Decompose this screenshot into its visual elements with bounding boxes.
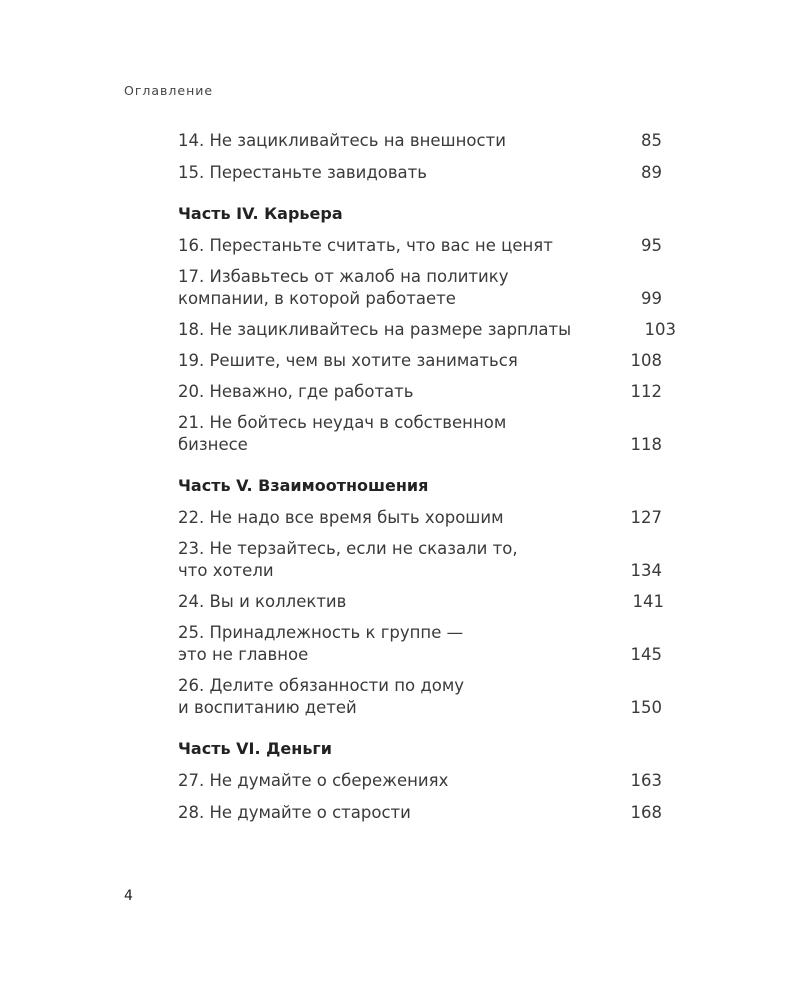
toc-entry <box>178 538 678 582</box>
toc-entry-title: 26. Делите обязанности по дому <box>178 676 465 695</box>
toc-entry-title: 19. Решите, чем вы хотите заниматься <box>178 351 518 370</box>
toc-part-heading: Часть V. Взаимоотношения <box>178 476 429 495</box>
toc-entry <box>178 591 678 613</box>
toc-entry-title: 23. Не терзайтесь, если не сказали то, <box>178 539 518 558</box>
toc-entry <box>178 381 678 403</box>
toc-entry-page: 103 <box>644 320 676 339</box>
toc-entry-title: 25. Принадлежность к группе — <box>178 623 464 642</box>
toc-entry <box>178 235 678 257</box>
toc-entry-title: 17. Избавьтесь от жалоб на политику <box>178 267 509 286</box>
toc-entry <box>178 319 678 341</box>
toc-entry-page: 163 <box>630 771 662 790</box>
toc-entry-title: 20. Неважно, где работать <box>178 382 414 401</box>
toc-entry-page: 150 <box>630 698 662 717</box>
running-head: Оглавление <box>124 83 214 98</box>
toc-entry-page: 112 <box>630 382 662 401</box>
toc-entry <box>178 770 678 792</box>
toc-entry <box>178 266 678 310</box>
toc-entry <box>178 350 678 372</box>
toc-entry-page: 168 <box>630 803 662 822</box>
toc-part-heading: Часть IV. Карьера <box>178 204 343 223</box>
toc-entry-title-cont: что хотели <box>178 561 274 580</box>
toc-entry-page: 141 <box>632 592 664 611</box>
toc-entry-title: 15. Перестаньте завидовать <box>178 163 427 182</box>
toc-entry-title: 21. Не бойтесь неудач в собственном <box>178 413 507 432</box>
toc-entry-title: 22. Не надо все время быть хорошим <box>178 508 504 527</box>
table-of-contents <box>178 130 678 824</box>
toc-entry-title-cont: и воспитанию детей <box>178 698 357 717</box>
toc-entry <box>178 412 678 456</box>
toc-entry <box>178 802 678 824</box>
toc-entry-title: 14. Не зацикливайтесь на внешности <box>178 131 506 150</box>
toc-entry-title: 16. Перестаньте считать, что вас не ценят <box>178 236 553 255</box>
toc-entry-title: 18. Не зацикливайтесь на размере зарплаты <box>178 320 572 339</box>
toc-entry-page: 89 <box>641 163 662 182</box>
toc-entry-page: 127 <box>630 508 662 527</box>
toc-entry-title: 28. Не думайте о старости <box>178 803 411 822</box>
toc-entry-title: 27. Не думайте о сбережениях <box>178 771 449 790</box>
toc-entry-title-cont: это не главное <box>178 645 309 664</box>
toc-entry-page: 95 <box>641 236 662 255</box>
toc-entry-page: 145 <box>630 645 662 664</box>
toc-entry <box>178 130 678 152</box>
toc-entry-page: 85 <box>641 131 662 150</box>
toc-entry-page: 134 <box>630 561 662 580</box>
toc-entry <box>178 162 678 184</box>
toc-entry-title-cont: компании, в которой работаете <box>178 289 456 308</box>
toc-part-heading: Часть VI. Деньги <box>178 739 332 758</box>
toc-entry <box>178 675 678 719</box>
toc-entry-page: 99 <box>641 289 662 308</box>
toc-entry <box>178 622 678 666</box>
toc-entry-title: 24. Вы и коллектив <box>178 592 347 611</box>
toc-entry-page: 108 <box>630 351 662 370</box>
toc-entry-page: 118 <box>630 435 662 454</box>
toc-entry-title-cont: бизнесе <box>178 435 248 454</box>
page-number: 4 <box>124 888 133 904</box>
toc-entry <box>178 507 678 529</box>
